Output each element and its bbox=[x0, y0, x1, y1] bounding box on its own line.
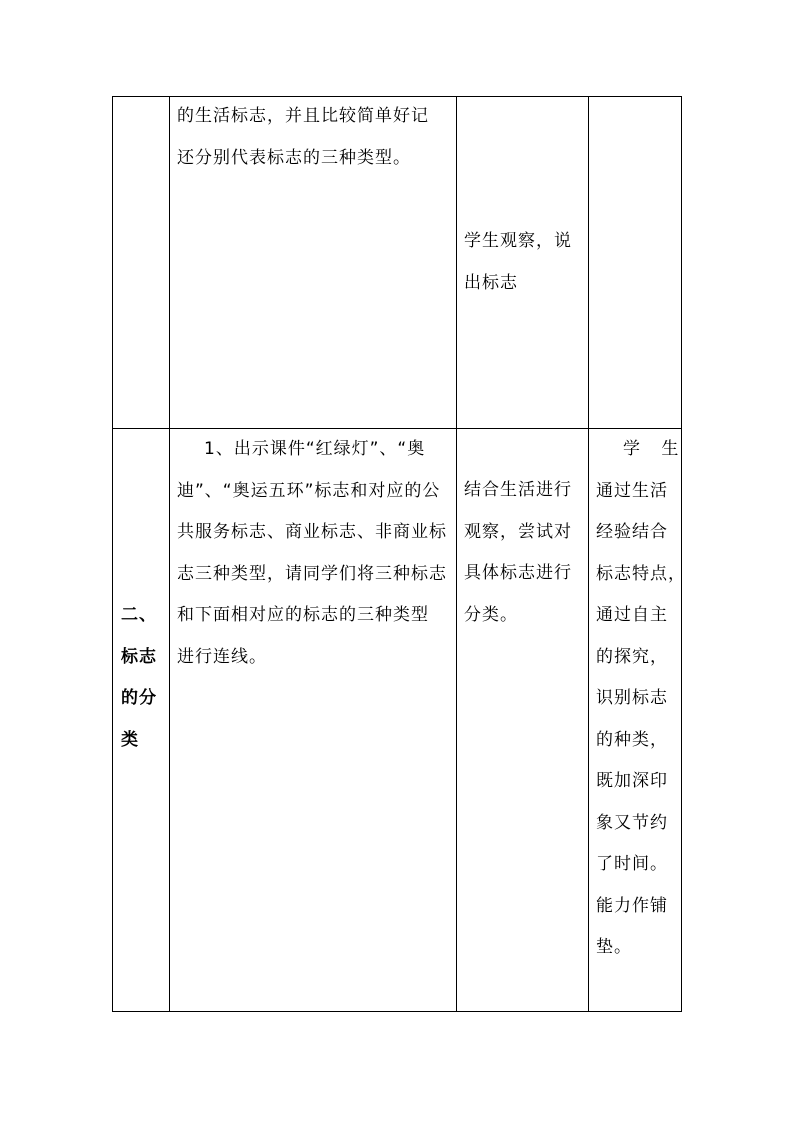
text-line: 通过生活 bbox=[596, 480, 668, 501]
text-line: 的种类， bbox=[596, 729, 668, 750]
design-intent-cell bbox=[589, 429, 686, 1012]
text-line: 出标志 bbox=[464, 272, 518, 293]
text-line: 具体标志进行 bbox=[464, 563, 572, 583]
stage-cell bbox=[113, 97, 170, 429]
text-line: 垫。 bbox=[596, 937, 632, 957]
text-line: 迪”、“奥运五环”标志和对应的公 bbox=[177, 480, 441, 501]
text-line: 学 生 bbox=[623, 439, 680, 459]
text-line: 标志特点， bbox=[596, 563, 686, 584]
text-line: 通过自主 bbox=[596, 605, 668, 625]
design-intent-cell bbox=[589, 97, 682, 429]
stage-cell bbox=[113, 429, 170, 1012]
text-line: 观察，尝试对 bbox=[464, 521, 572, 542]
student-activity-cell bbox=[457, 429, 589, 1012]
stage-title-line: 类 bbox=[121, 729, 139, 750]
text-line: 进行连线。 bbox=[177, 646, 267, 667]
text-line: 还分别代表标志的三种类型。 bbox=[177, 147, 411, 168]
lesson-plan-table bbox=[112, 96, 686, 1012]
text-line: 学生观察，说 bbox=[464, 231, 572, 251]
text-line: 的探究， bbox=[596, 646, 668, 667]
text-line: 能力作铺 bbox=[596, 895, 668, 916]
stage-title-line: 二、 bbox=[121, 605, 157, 625]
student-activity-cell bbox=[457, 97, 589, 429]
text-line: 的生活标志，并且比较简单好记 bbox=[177, 106, 429, 126]
teacher-activity-cell bbox=[170, 429, 457, 1012]
text-line: 象又节约 bbox=[596, 812, 668, 833]
text-line: 志三种类型，请同学们将三种标志 bbox=[177, 563, 447, 584]
teacher-activity-cell bbox=[170, 97, 457, 429]
text-line: 经验结合 bbox=[596, 522, 668, 542]
text-line: 识别标志 bbox=[596, 688, 668, 708]
table-row bbox=[113, 429, 682, 1012]
text-line: 和下面相对应的标志的三种类型 bbox=[177, 605, 429, 625]
text-line: 既加深印 bbox=[596, 771, 668, 791]
text-line: 结合生活进行 bbox=[464, 480, 572, 500]
text-line: 分类。 bbox=[464, 604, 518, 625]
stage-title-line: 的分 bbox=[121, 688, 157, 708]
text-line: 1、出示课件“红绿灯”、“奥 bbox=[204, 439, 426, 459]
text-line: 了时间。 bbox=[596, 854, 668, 874]
stage-title-line: 标志 bbox=[121, 646, 157, 667]
text-line: 共服务标志、商业标志、非商业标 bbox=[177, 522, 447, 542]
table-row bbox=[113, 97, 682, 429]
